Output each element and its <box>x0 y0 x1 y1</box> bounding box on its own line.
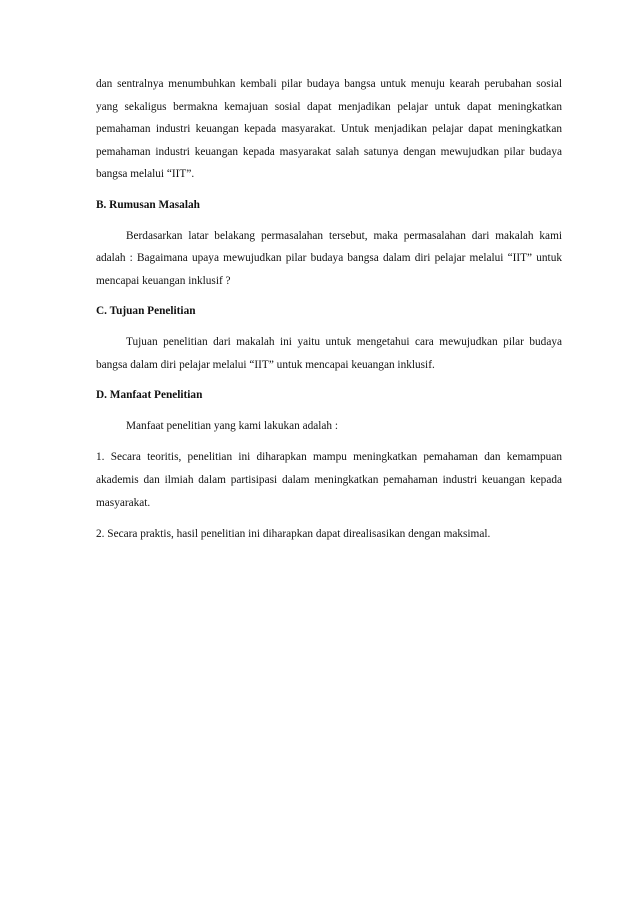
manfaat-intro-paragraph: Manfaat penelitian yang kami lakukan adalah : <box>126 419 339 432</box>
rumusan-masalah-paragraph: Berdasarkan latar belakang permasalahan tersebut, maka permasalahan dari makalah kami adalah : Bagaimana upaya mewujudkan pilar budaya bangsa dalam diri pelajar melalui “IIT” untuk mencapai keuangan inklusif ? <box>96 229 562 287</box>
heading-rumusan-masalah: B. Rumusan Masalah <box>96 198 200 211</box>
heading-tujuan-penelitian: C. Tujuan Penelitian <box>96 305 196 318</box>
intro-paragraph: dan sentralnya menumbuhkan kembali pilar budaya bangsa untuk menuju kearah perubahan sosial yang sekaligus bermakna kemajuan sosial dapat menjadikan pelajar untuk dapat meningkatkan pemahaman industri keuangan kepada masyarakat. Untuk menjadikan pelajar dapat meningkatkan pemahaman industri keuangan kepada masyarakat salah satunya dengan mewujudkan pilar budaya bangsa melalui “IIT”. <box>96 78 562 181</box>
manfaat-item-1: 1. Secara teoritis, penelitian ini diharapkan mampu meningkatkan pemahaman dan kemampuan akademis dan ilmiah dalam partisipasi dalam meningkatkan pemahaman industri keuangan kepada masyarakat. <box>96 451 562 509</box>
heading-manfaat-penelitian: D. Manfaat Penelitian <box>96 389 203 402</box>
tujuan-penelitian-paragraph: Tujuan penelitian dari makalah ini yaitu untuk mengetahui cara mewujudkan pilar budaya bangsa dalam diri pelajar melalui “IIT” untuk mencapai keuangan inklusif. <box>96 335 562 371</box>
page-content <box>96 73 562 546</box>
manfaat-item-2: 2. Secara praktis, hasil penelitian ini diharapkan dapat direalisasikan dengan maksimal. <box>96 528 491 541</box>
